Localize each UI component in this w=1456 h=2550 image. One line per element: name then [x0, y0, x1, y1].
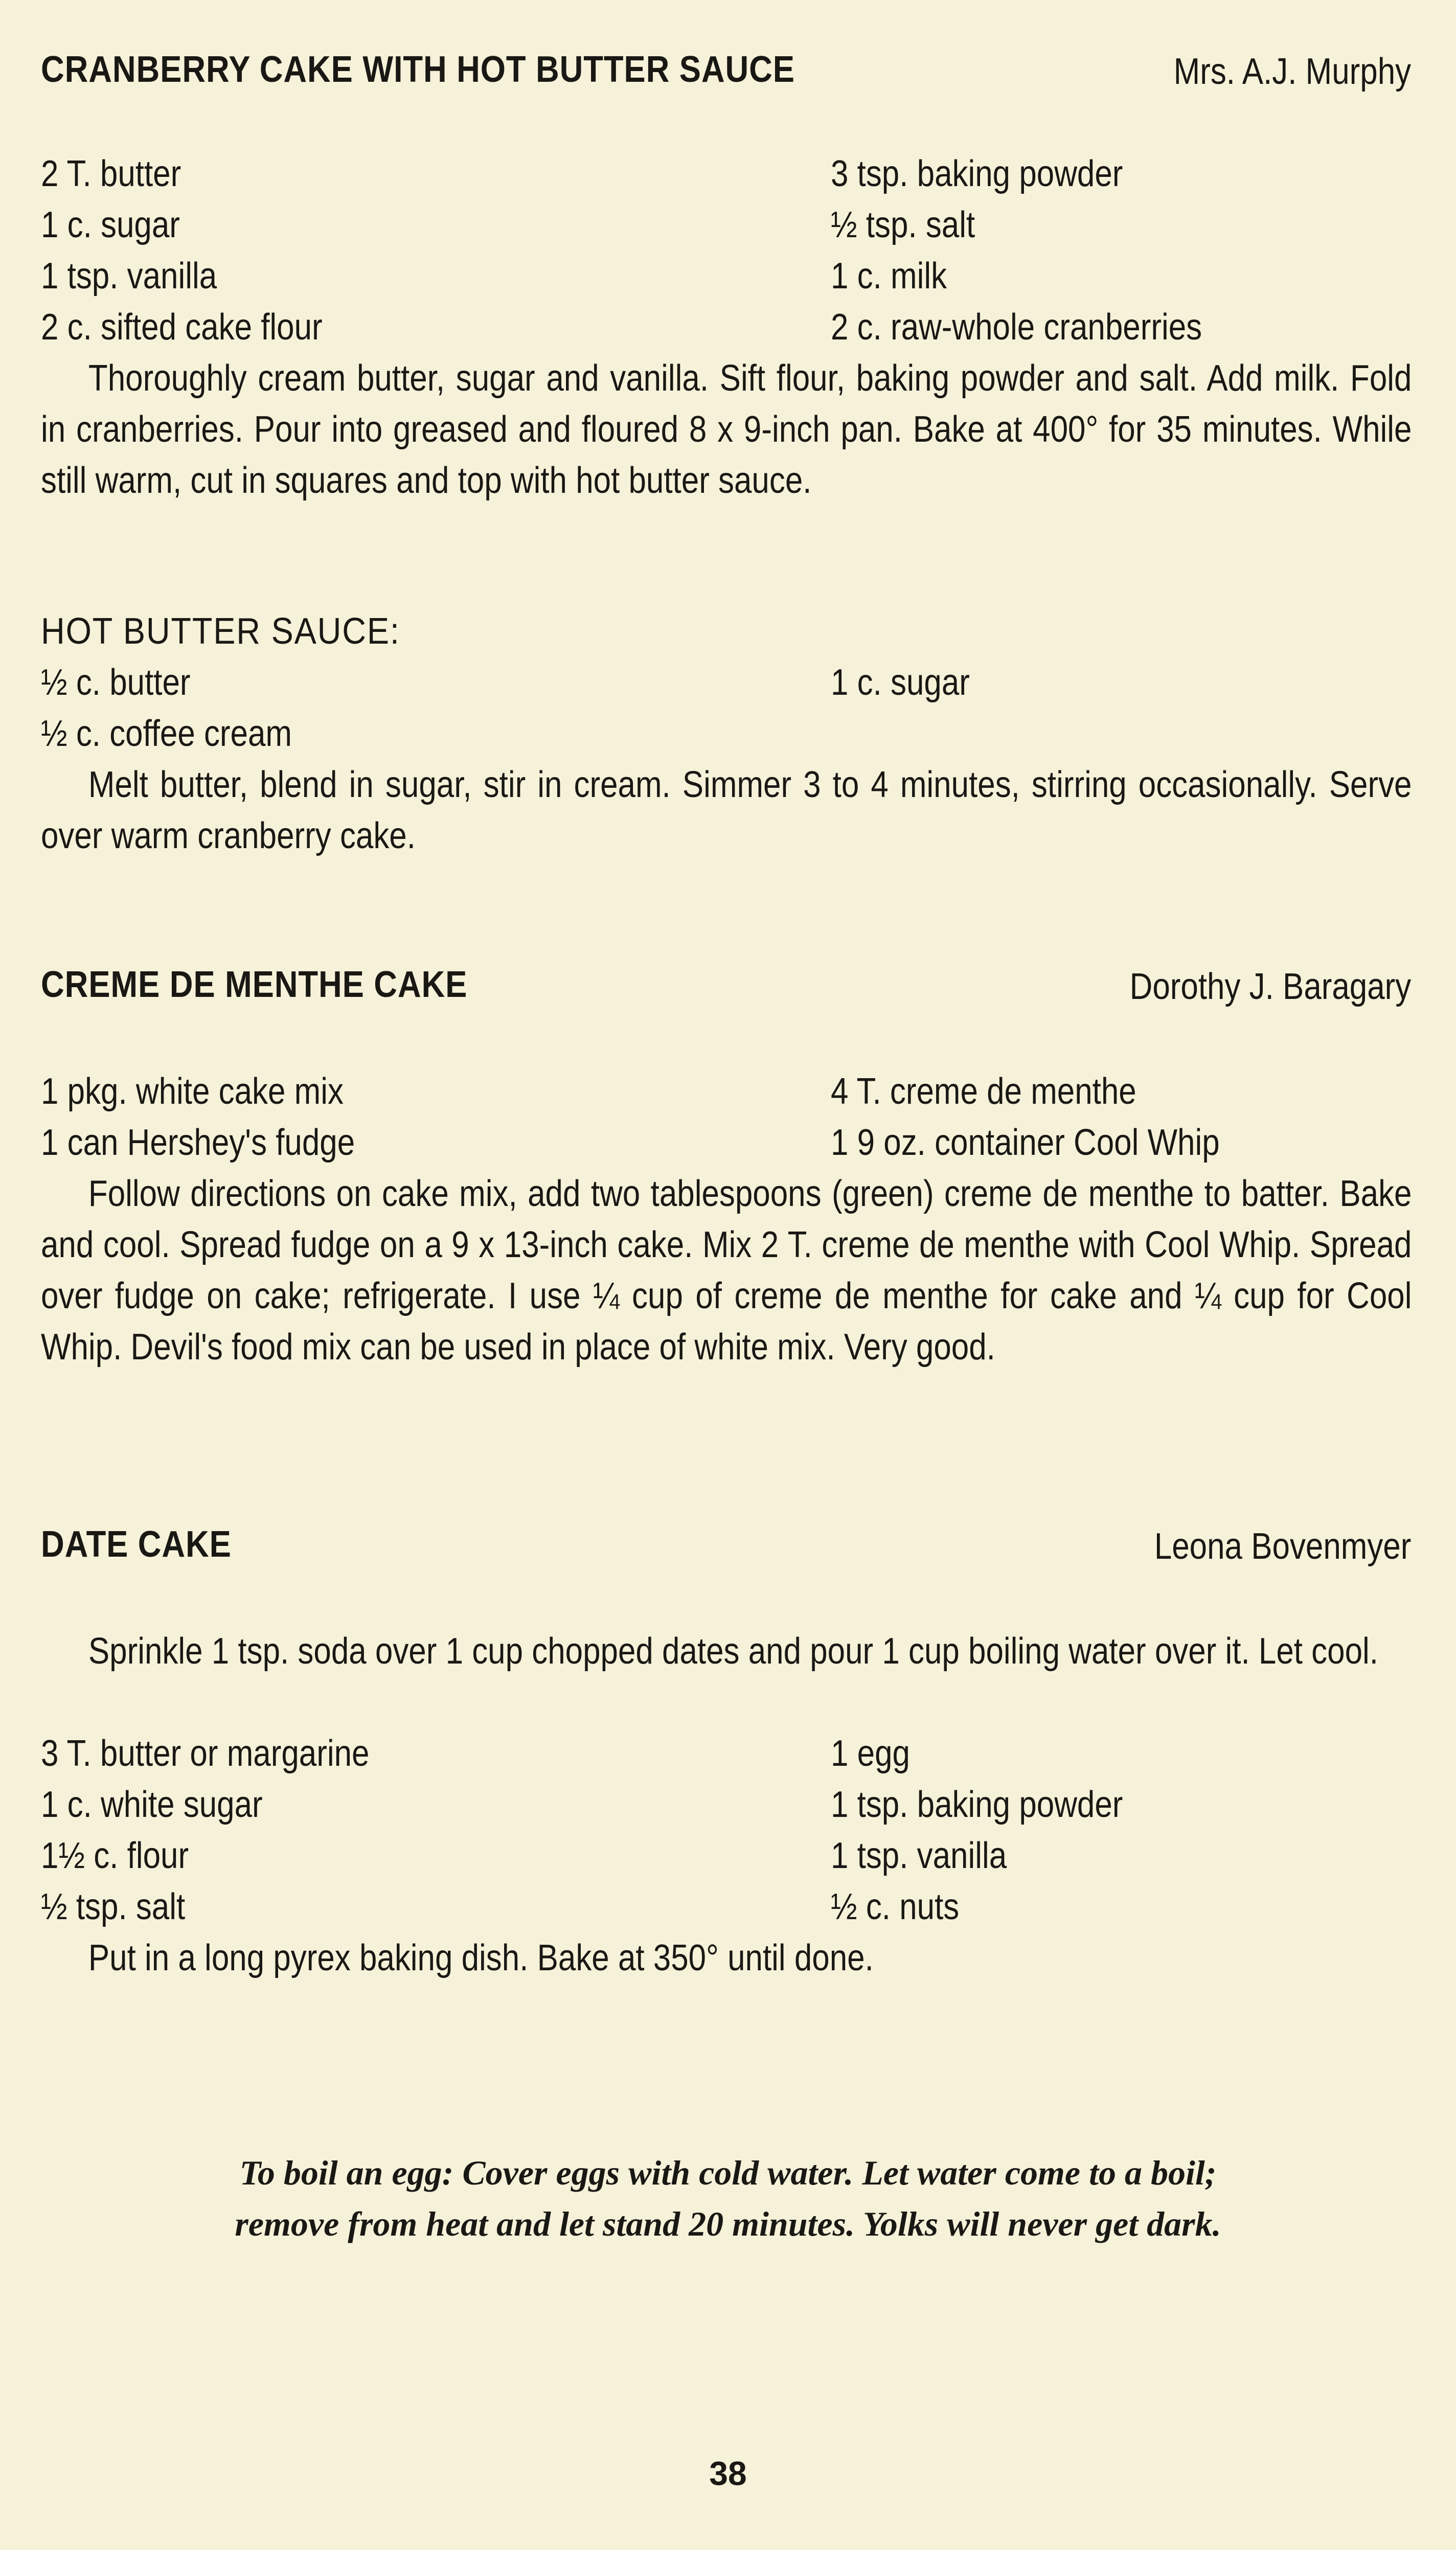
- recipe-directions: Follow directions on cake mix, add two tablespoons (green) creme de menthe to batter. Bake and cool. Spread fudge on a 9 x 13-inch cake. Mix 2 T. creme de menthe with Cool Whip. Spread over fudge on cake; refrigerate. I use ¼ cup of creme de menthe for cake and ¼ cup for Cool Whip. Devil's food mix can be used in place of white mix. Very good.: [41, 1173, 1412, 1368]
- ingredient: 1 c. white sugar: [41, 1784, 263, 1825]
- ingredient: 1 c. milk: [831, 256, 947, 297]
- ingredient: ½ tsp. salt: [41, 1886, 186, 1927]
- ingredient: 2 c. sifted cake flour: [41, 307, 323, 348]
- sauce-directions: Melt butter, blend in sugar, stir in cream. Simmer 3 to 4 minutes, stirring occasionally. Serve over warm cranberry cake.: [41, 764, 1412, 856]
- ingredient: 1 c. sugar: [41, 204, 180, 245]
- recipe-contributor: Mrs. A.J. Murphy: [1173, 51, 1411, 92]
- recipe-header-creme-de-menthe-cake: [41, 964, 1411, 1020]
- recipe-contributor: Leona Bovenmyer: [1154, 1526, 1411, 1567]
- tip-line-2: remove from heat and let stand 20 minutes. Yolks will never get dark.: [235, 2204, 1221, 2243]
- page-number: 38: [709, 2454, 747, 2492]
- ingredient: ½ c. coffee cream: [41, 713, 292, 754]
- ingredient: 1 tsp. baking powder: [831, 1784, 1123, 1825]
- ingredient: 4 T. creme de menthe: [831, 1071, 1136, 1112]
- ingredient: 1 pkg. white cake mix: [41, 1071, 344, 1112]
- recipe-directions: Thoroughly cream butter, sugar and vanilla. Sift flour, baking powder and salt. Add milk. Fold in cranberries. Pour into greased and floured 8 x 9-inch pan. Bake at 400° for 35 minutes. While still warm, cut in squares and top with hot butter sauce.: [41, 358, 1412, 501]
- tip-line-1: To boil an egg: Cover eggs with cold water. Let water come to a boil;: [239, 2153, 1217, 2192]
- ingredient: 1½ c. flour: [41, 1835, 189, 1876]
- ingredient: 1 c. sugar: [831, 662, 970, 703]
- recipe-directions: Put in a long pyrex baking dish. Bake at 350° until done.: [88, 1938, 874, 1978]
- recipe-header-date-cake: [41, 1523, 1411, 1580]
- ingredient: ½ tsp. salt: [831, 204, 975, 245]
- ingredient: ½ c. butter: [41, 662, 191, 703]
- sauce-heading: HOT BUTTER SAUCE:: [41, 611, 400, 652]
- recipe-title: CRANBERRY CAKE WITH HOT BUTTER SAUCE: [41, 49, 795, 90]
- recipe-intro: Sprinkle 1 tsp. soda over 1 cup chopped dates and pour 1 cup boiling water over it. Let cool.: [88, 1631, 1378, 1672]
- ingredient: 2 c. raw-whole cranberries: [831, 307, 1202, 348]
- recipe-header-cranberry-cake: [41, 49, 1411, 105]
- ingredient: 1 9 oz. container Cool Whip: [831, 1122, 1220, 1163]
- recipe-contributor: Dorothy J. Baragary: [1129, 966, 1411, 1007]
- ingredient: 3 tsp. baking powder: [831, 153, 1123, 194]
- ingredient: 1 tsp. vanilla: [831, 1835, 1007, 1876]
- ingredient: 1 egg: [831, 1733, 910, 1774]
- recipe-title: CREME DE MENTHE CAKE: [41, 964, 468, 1005]
- recipe-title: DATE CAKE: [41, 1524, 232, 1565]
- ingredient: 1 tsp. vanilla: [41, 256, 217, 297]
- ingredient: 3 T. butter or margarine: [41, 1733, 370, 1774]
- ingredient: ½ c. nuts: [831, 1886, 960, 1927]
- ingredient: 2 T. butter: [41, 153, 181, 194]
- ingredient: 1 can Hershey's fudge: [41, 1122, 355, 1163]
